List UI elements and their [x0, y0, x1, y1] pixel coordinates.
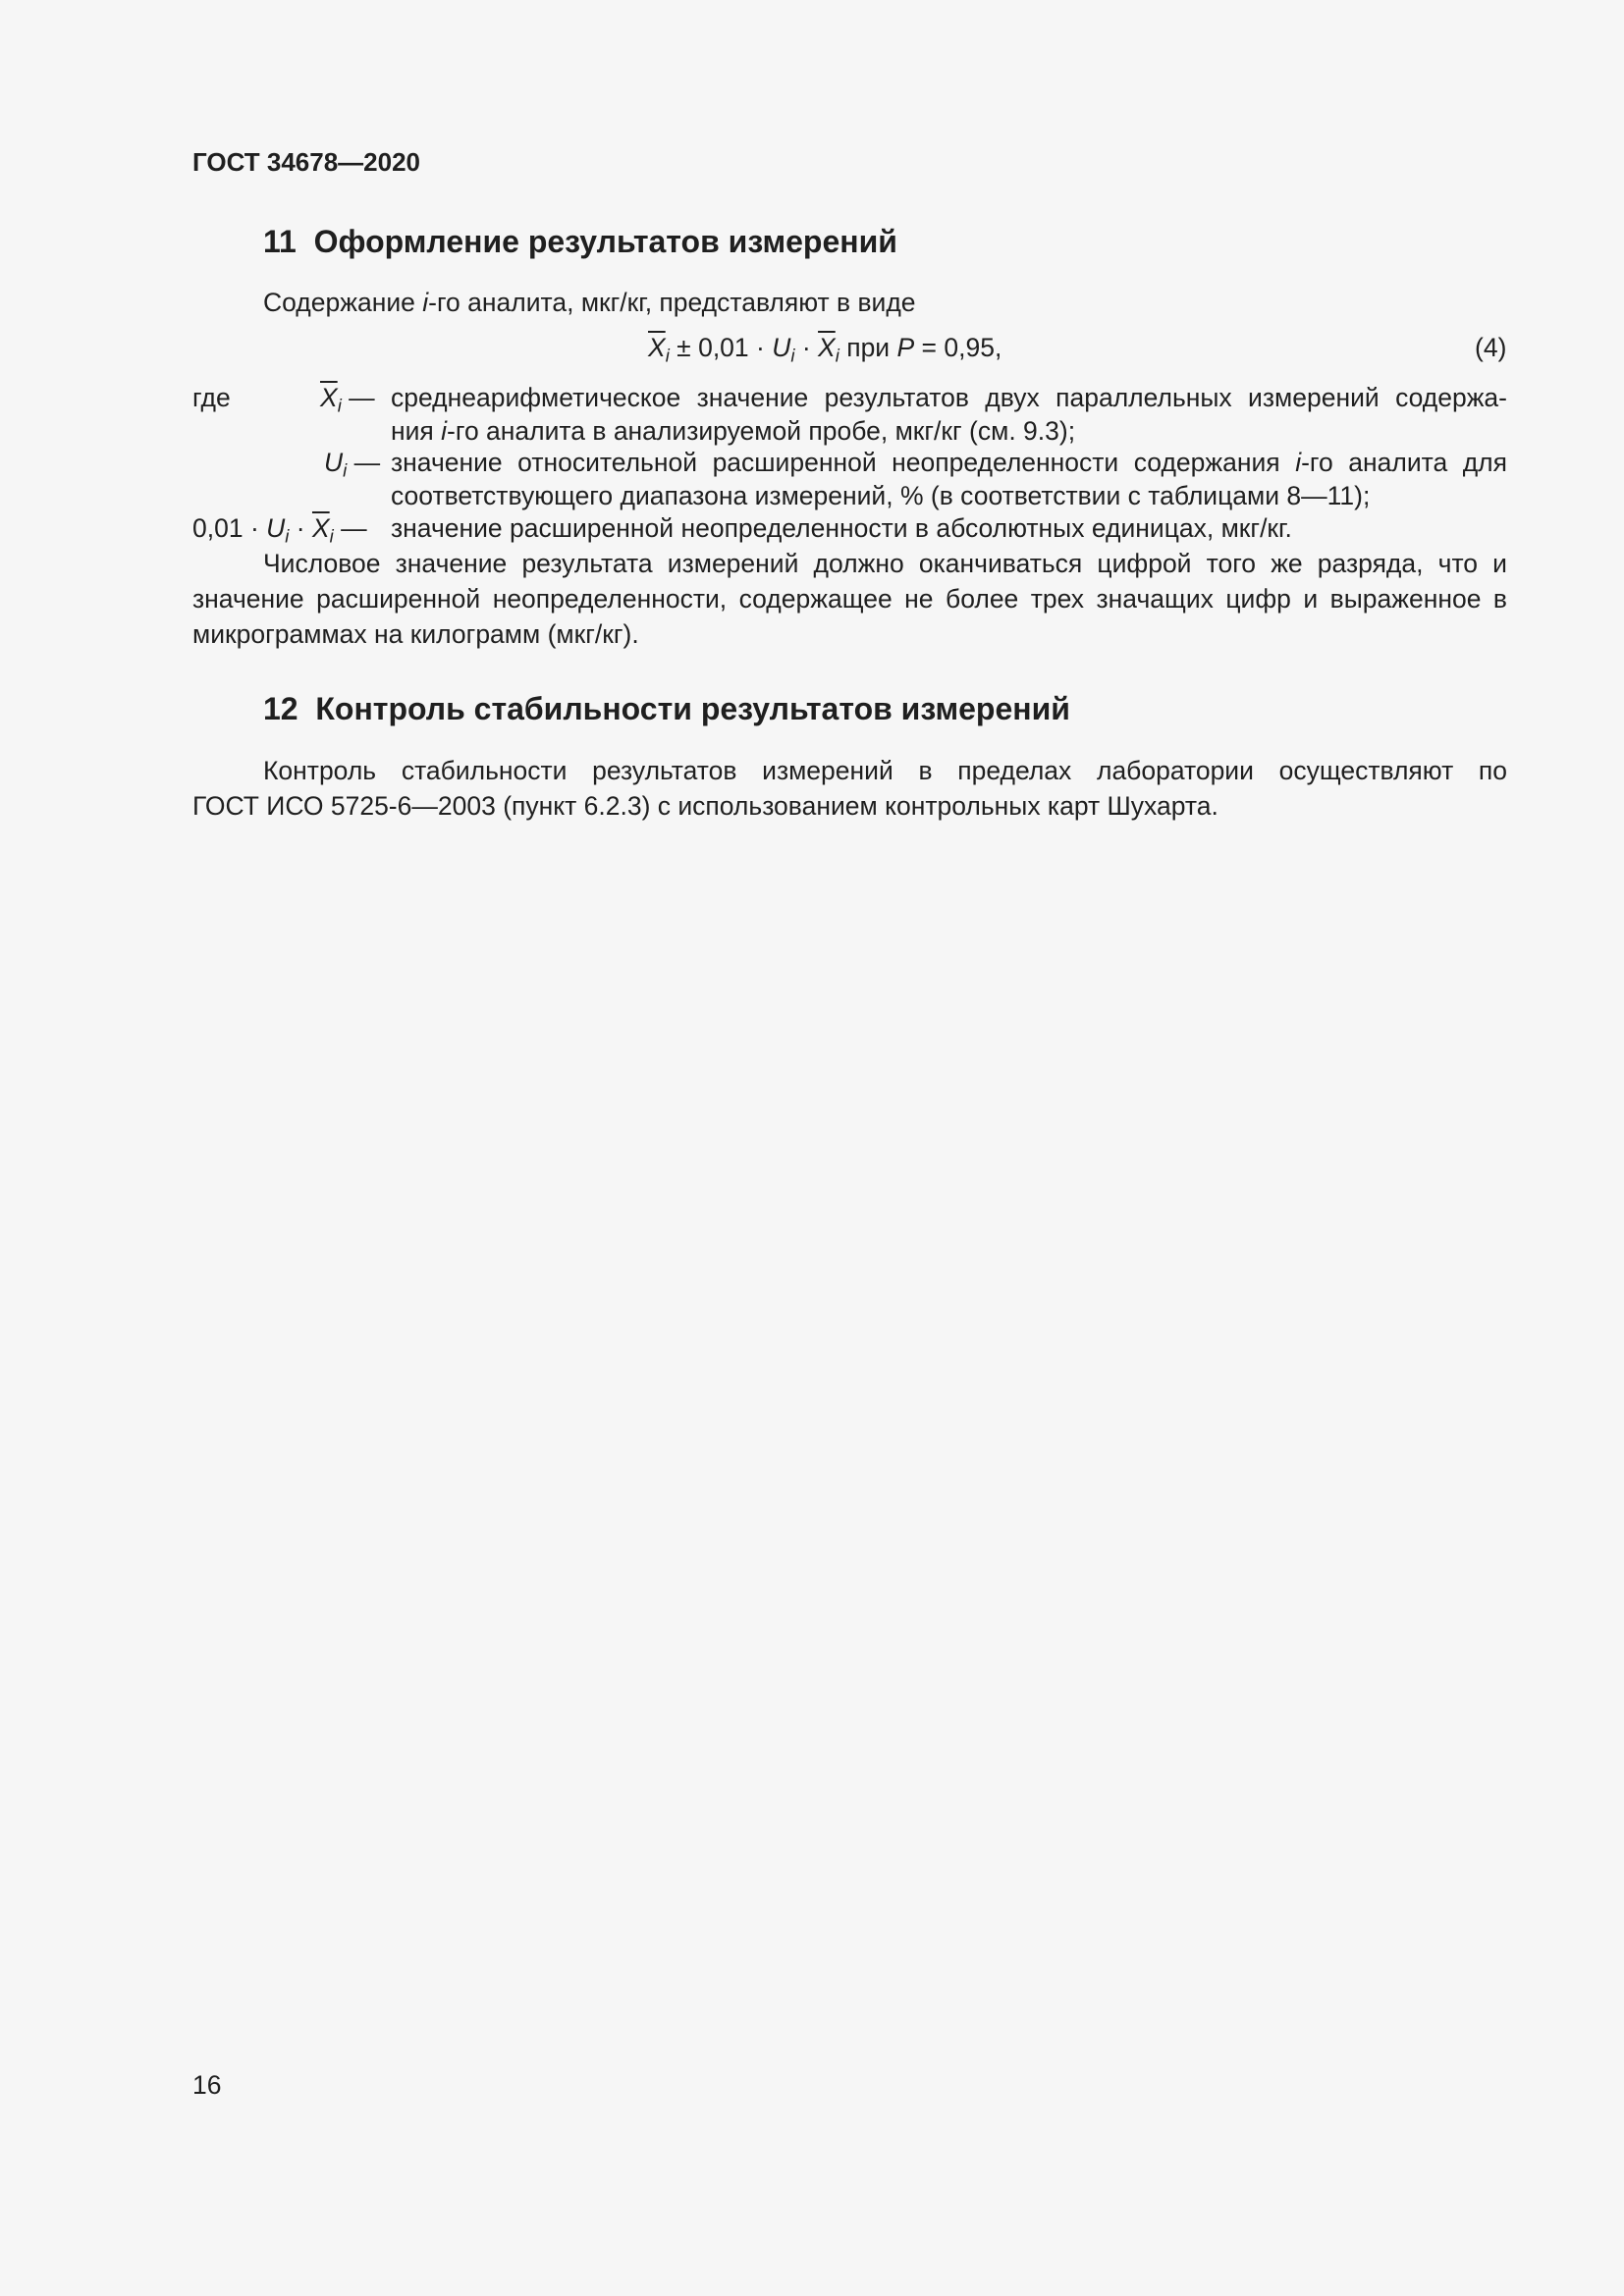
section-11-number: 11 — [263, 224, 297, 259]
def2-line1: значение относительной расширенной неопределенности содержания i-го аналита для — [391, 448, 1507, 477]
section-11-intro: Содержание i-го аналита, мкг/кг, представляют в виде — [263, 288, 916, 317]
def2-symbol: $U_i$ — — [324, 448, 381, 481]
section-12-heading — [263, 691, 1070, 727]
section-12-number: 12 — [263, 691, 298, 726]
formula-number: (4) — [1475, 333, 1507, 362]
def2-line2: соответствующего диапазона измерений, % (в соответствии с таблицами 8—11); — [391, 481, 1371, 510]
section-12-title: Контроль стабильности результатов измерений — [315, 691, 1070, 726]
section-11-para-line1: Числовое значение результата измерений должно оканчиваться цифрой того же разряда, что и — [263, 549, 1507, 578]
def3-symbol: $0,01 \cdot U_i \cdot \overline{X}_i$ — — [192, 513, 367, 547]
section-11-para-line3: микрограммах на килограмм (мкг/кг). — [192, 619, 639, 649]
section-12-para-line1: Контроль стабильности результатов измерений в пределах лаборатории осуществляют по — [263, 756, 1507, 785]
where-label: где — [192, 383, 231, 412]
formula-4: $\overline{X}_i \pm 0,01 \cdot U_i \cdot \overline{X}_i$ при P = 0,95, — [648, 333, 1002, 366]
section-11-title: Оформление результатов измерений — [313, 224, 897, 259]
section-11-heading — [263, 224, 897, 260]
def1-line1: среднеарифметическое значение результатов двух параллельных измерений содержа- — [391, 383, 1507, 412]
def3-text: значение расширенной неопределенности в абсолютных единицах, мкг/кг. — [391, 513, 1292, 543]
section-12-para-line2: ГОСТ ИСО 5725-6—2003 (пункт 6.2.3) с использованием контрольных карт Шухарта. — [192, 791, 1218, 821]
section-11-para-line2: значение расширенной неопределенности, содержащее не более трех значащих цифр и выраженное в — [192, 584, 1507, 614]
def1-symbol: $\overline{X}_i$ — — [320, 383, 375, 416]
page-number: 16 — [192, 2070, 222, 2100]
def1-line2: ния i-го аналита в анализируемой пробе, мкг/кг (см. 9.3); — [391, 416, 1076, 446]
standard-header: ГОСТ 34678—2020 — [192, 147, 420, 177]
